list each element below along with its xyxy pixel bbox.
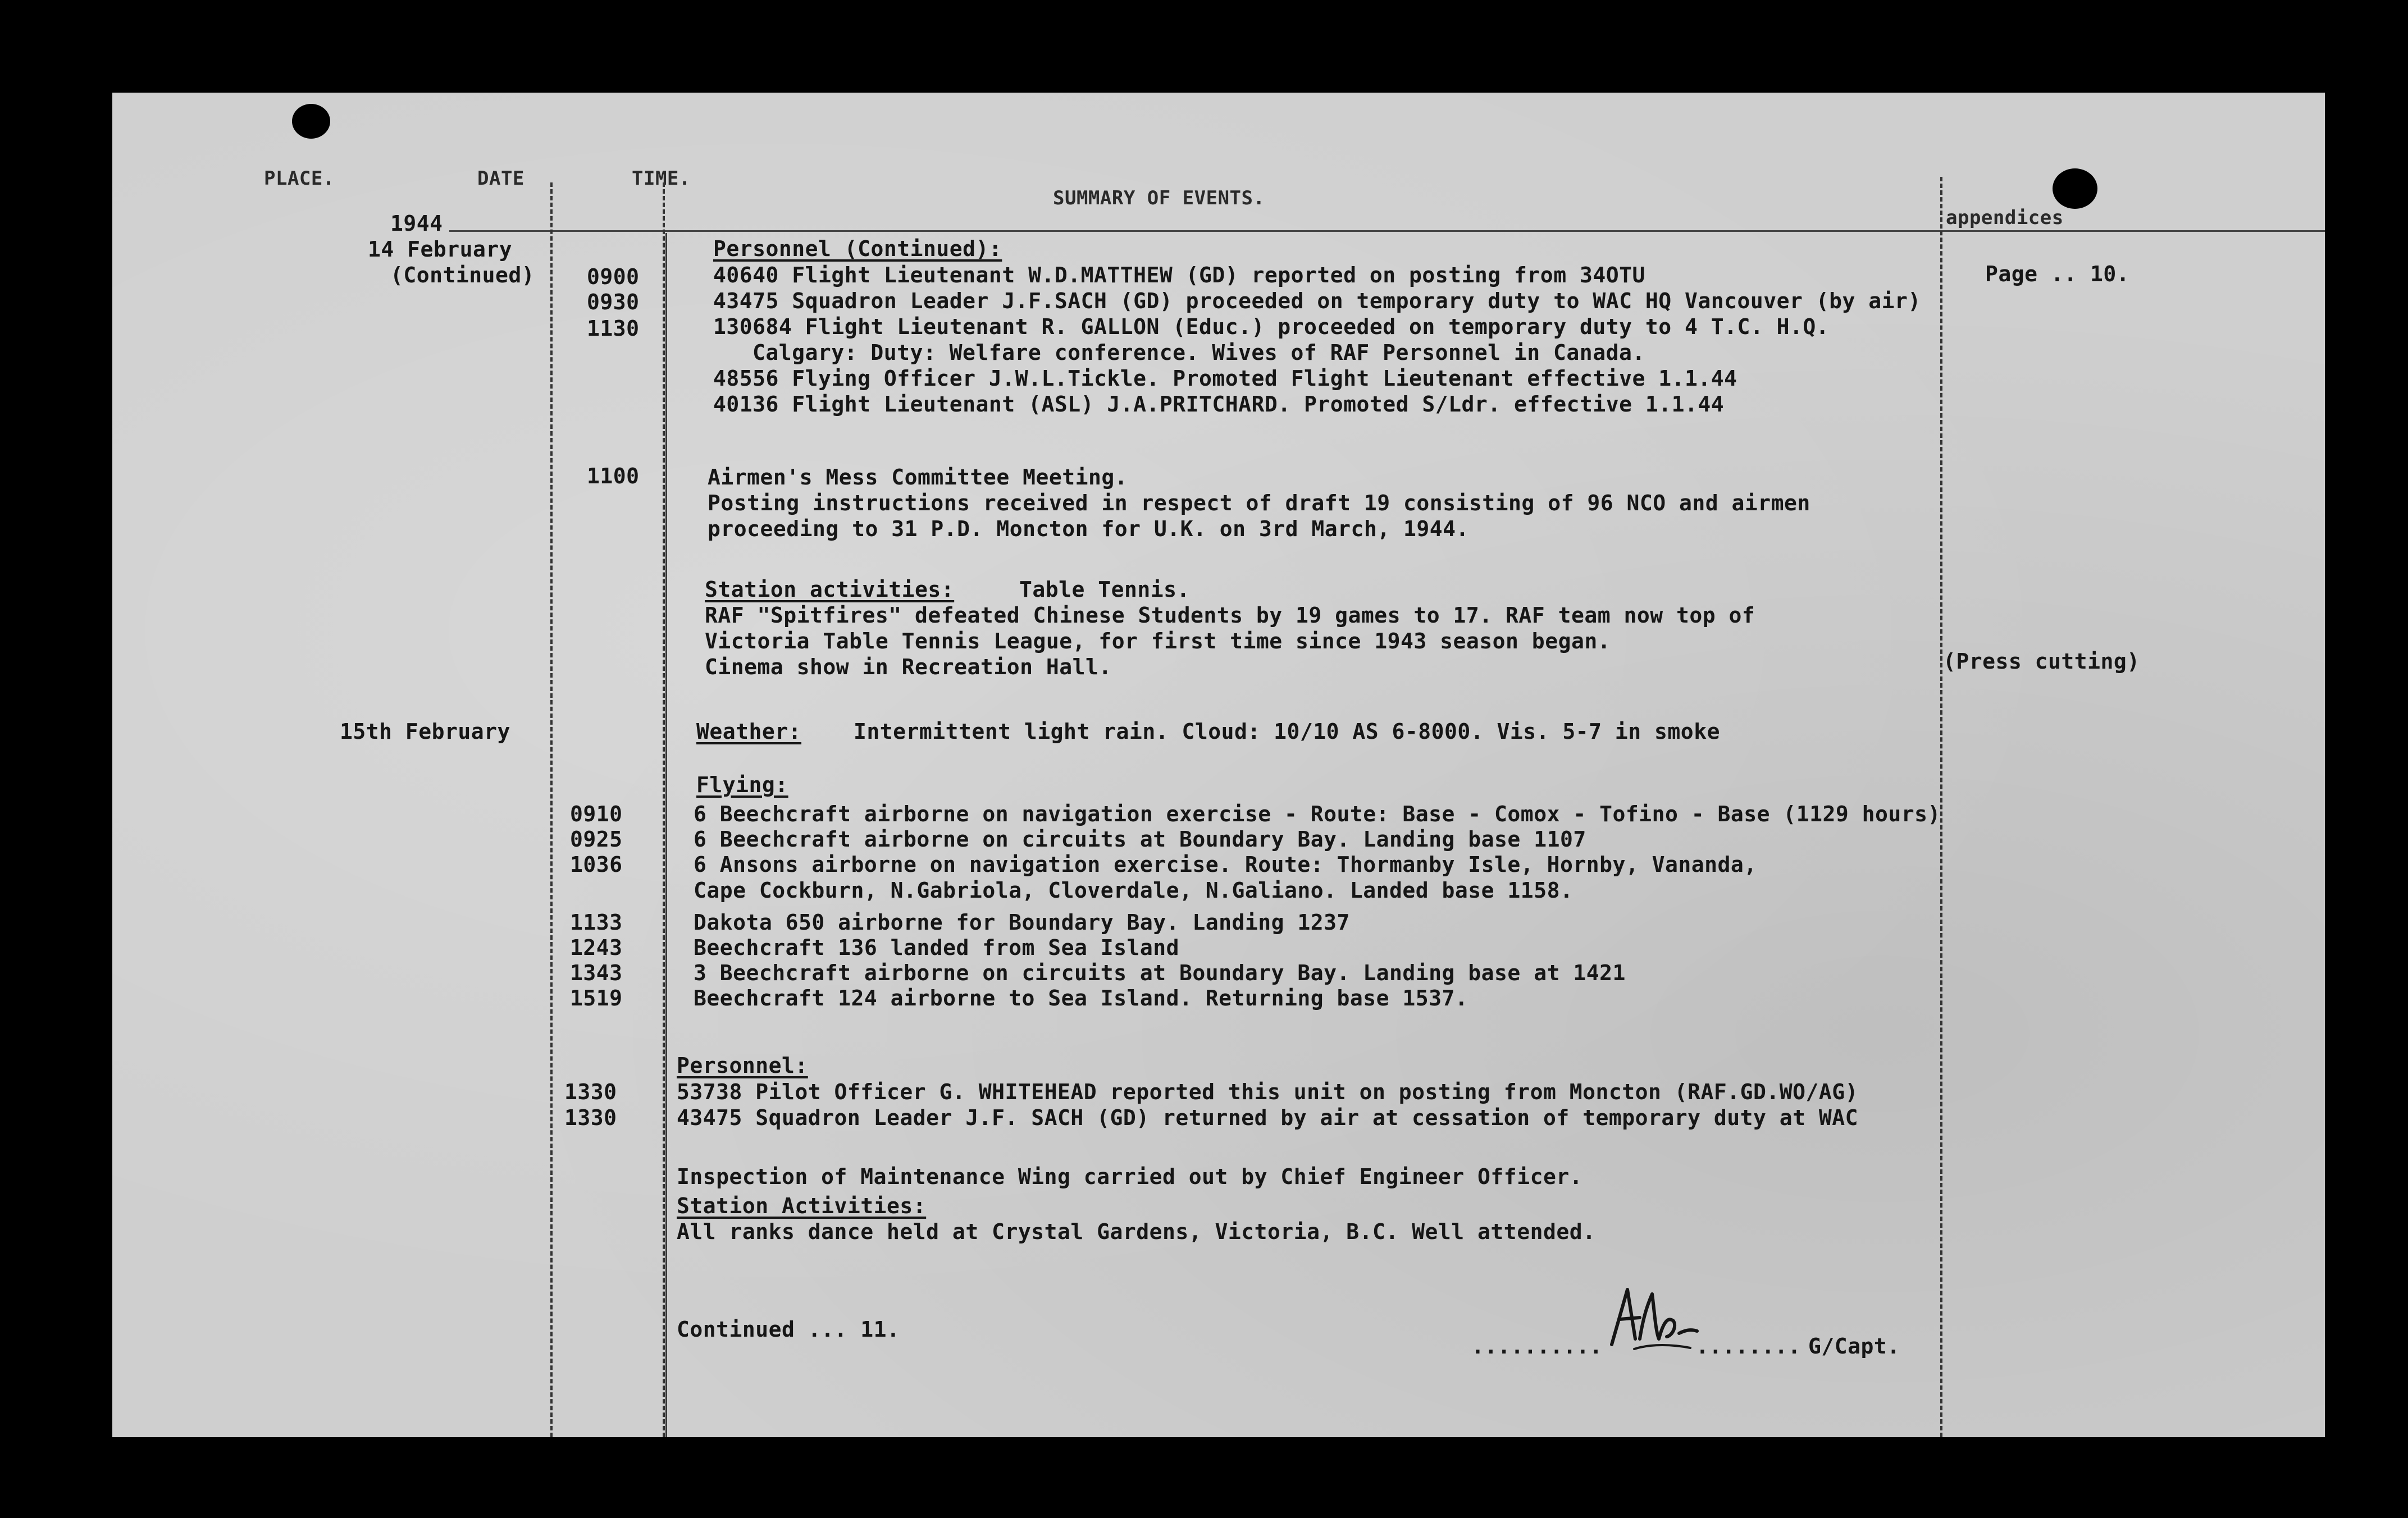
entry-time: 1330: [564, 1105, 617, 1130]
section-heading: Personnel (Continued):: [713, 236, 1002, 261]
continued-note: Continued ... 11.: [677, 1317, 900, 1342]
entry-line: 130684 Flight Lieutenant R. GALLON (Educ.) proceeded on temporary duty to 4 T.C. H.Q.: [713, 314, 1830, 339]
entry-line: Calgary: Duty: Welfare conference. Wives of RAF Personnel in Canada.: [752, 340, 1645, 365]
entry-line: Dakota 650 airborne for Boundary Bay. Landing 1237: [694, 910, 1350, 935]
header-place: PLACE.: [264, 167, 335, 190]
entry-line: Beechcraft 124 airborne to Sea Island. Returning base 1537.: [694, 986, 1468, 1011]
entry-line: 6 Beechcraft airborne on navigation exercise - Route: Base - Comox - Tofino - Base (1129 hours): [694, 802, 1941, 826]
entry-line: Cape Cockburn, N.Gabriola, Cloverdale, N.Galiano. Landed base 1158.: [694, 878, 1574, 903]
signature: [1600, 1277, 1702, 1356]
entry-line: 40640 Flight Lieutenant W.D.MATTHEW (GD) reported on posting from 34OTU: [713, 263, 1645, 287]
entry-date: 15th February: [340, 719, 510, 744]
entry-time: 0910: [570, 802, 623, 826]
entry-time: 0930: [587, 290, 640, 314]
entry-line: 6 Beechcraft airborne on circuits at Boundary Bay. Landing base 1107: [694, 827, 1586, 852]
entry-line: 43475 Squadron Leader J.F.SACH (GD) proceeded on temporary duty to WAC HQ Vancouver (by air): [713, 289, 1921, 313]
header-rule: [449, 230, 2325, 232]
entry-line: 48556 Flying Officer J.W.L.Tickle. Promoted Flight Lieutenant effective 1.1.44: [713, 366, 1737, 391]
entry-time: 1133: [570, 910, 623, 935]
header-appendices: appendices: [1946, 207, 2064, 229]
entry-time: 0900: [587, 264, 640, 289]
column-divider-time: [663, 182, 665, 1437]
entry-line: Intermittent light rain. Cloud: 10/10 AS 6-8000. Vis. 5-7 in smoke: [854, 719, 1720, 744]
entry-time: 1243: [570, 935, 623, 960]
entry-line: Airmen's Mess Committee Meeting.: [708, 465, 1128, 490]
section-heading: Station activities:: [705, 577, 955, 602]
entry-date-continued: (Continued): [390, 263, 535, 287]
entry-date: 14 February: [368, 237, 513, 262]
entry-line: Victoria Table Tennis League, for first time since 1943 season began.: [705, 629, 1611, 653]
entry-time: 1036: [570, 852, 623, 877]
section-subheading: Table Tennis.: [1019, 577, 1190, 602]
entry-time: 1343: [570, 961, 623, 985]
entry-time: 1519: [570, 986, 623, 1011]
entry-line: RAF "Spitfires" defeated Chinese Students by 19 games to 17. RAF team now top of: [705, 603, 1755, 628]
section-heading: Station Activities:: [677, 1194, 927, 1218]
entry-line: 40136 Flight Lieutenant (ASL) J.A.PRITCHARD. Promoted S/Ldr. effective 1.1.44: [713, 392, 1725, 417]
punch-hole: [292, 104, 330, 139]
entry-line: Beechcraft 136 landed from Sea Island: [694, 935, 1179, 960]
signature-rank: G/Capt.: [1808, 1334, 1900, 1359]
entry-line: 6 Ansons airborne on navigation exercise. Route: Thormanby Isle, Hornby, Vananda,: [694, 852, 1757, 877]
signature-dots: ..........: [1471, 1334, 1603, 1359]
column-divider-date: [550, 182, 553, 1437]
entry-time: 0925: [570, 827, 623, 852]
document-page: [112, 93, 2325, 1437]
entry-line: 43475 Squadron Leader J.F. SACH (GD) returned by air at cessation of temporary duty at WAC: [677, 1105, 1859, 1130]
header-summary: SUMMARY OF EVENTS.: [1053, 187, 1265, 209]
header-date: DATE: [477, 167, 525, 190]
entry-line: 53738 Pilot Officer G. WHITEHEAD reported this unit on posting from Moncton (RAF.GD.WO/AG): [677, 1080, 1859, 1104]
entry-line: Posting instructions received in respect of draft 19 consisting of 96 NCO and airmen: [708, 491, 1810, 515]
column-divider-summary: [665, 233, 667, 1437]
section-heading: Flying:: [696, 772, 788, 797]
section-heading: Personnel:: [677, 1053, 808, 1078]
press-cutting-note: (Press cutting): [1943, 649, 2140, 674]
section-heading: Weather:: [696, 719, 802, 744]
punch-hole: [2053, 168, 2097, 209]
entry-line: All ranks dance held at Crystal Gardens, Victoria, B.C. Well attended.: [677, 1219, 1596, 1244]
page-reference: Page .. 10.: [1985, 262, 2130, 286]
entry-time: 1330: [564, 1080, 617, 1104]
entry-line: Cinema show in Recreation Hall.: [705, 655, 1112, 679]
entry-line: Inspection of Maintenance Wing carried out by Chief Engineer Officer.: [677, 1164, 1583, 1189]
signature-dots: ........: [1696, 1334, 1802, 1359]
entry-line: 3 Beechcraft airborne on circuits at Boundary Bay. Landing base at 1421: [694, 961, 1626, 985]
entry-time: 1100: [587, 464, 640, 488]
entry-year: 1944: [390, 211, 443, 236]
header-time: TIME.: [632, 167, 691, 190]
entry-time: 1130: [587, 316, 640, 341]
entry-line: proceeding to 31 P.D. Moncton for U.K. on 3rd March, 1944.: [708, 516, 1469, 541]
